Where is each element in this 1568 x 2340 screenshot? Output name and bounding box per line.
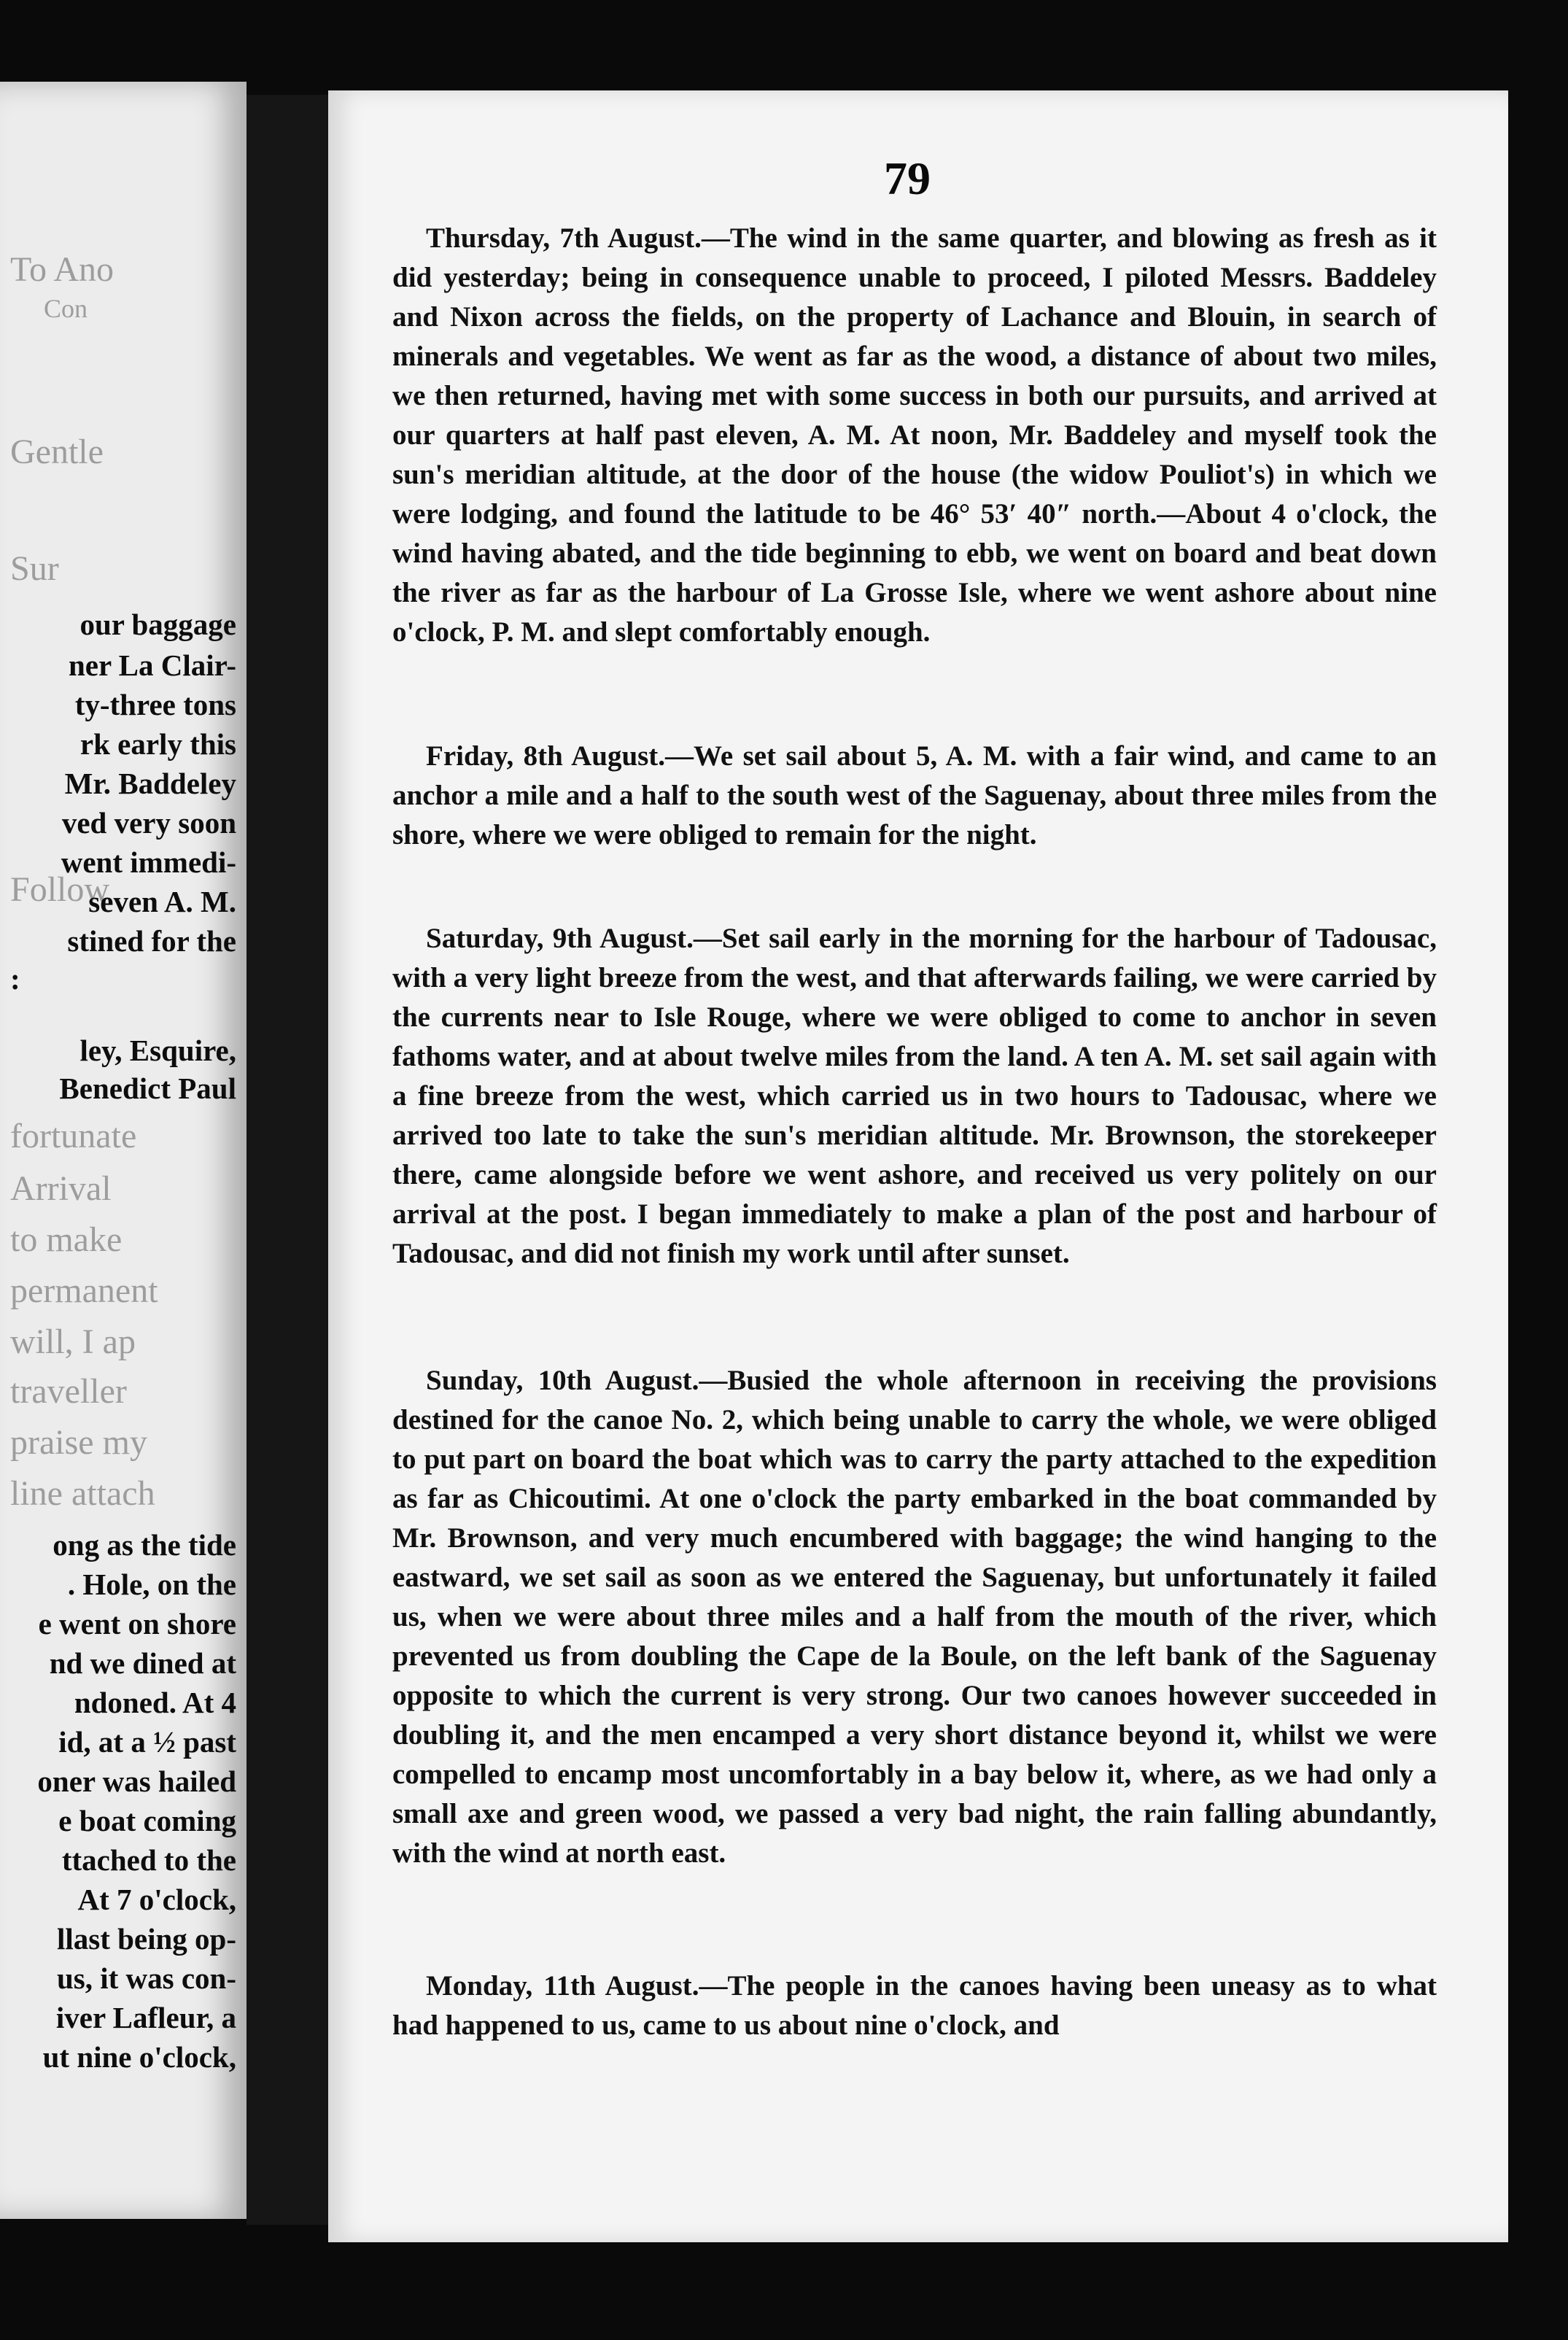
left-text-line: llast being op- bbox=[56, 1922, 236, 1956]
ghost-text: line attach bbox=[10, 1474, 155, 1513]
ghost-text: Sur bbox=[10, 549, 59, 588]
left-text-line: . Hole, on the bbox=[67, 1568, 236, 1601]
journal-entry-sunday: Sunday, 10th August.—Busied the whole afternoon in receiving the provisions destined for the canoe No. 2, which being unable to carry the whole, we were obliged to put part on board the boat which was to carry the party attached to the expedition as far as Chicoutimi. At one o'clock the party embarked in the boat commanded by Mr. Brownson, and very much encumbered with baggage; the wind hanging to the eastward, we set sail as soon as we entered the Saguenay, but unfortunately it failed us, when we were about three miles and a half from the mouth of the river, which prevented us from doubling the Cape de la Boule, on the left bank of the Saguenay opposite to which the current is very strong. Our two canoes however succeeded in doubling it, and the men encamped a very short distance beyond it, whilst we were compelled to encamp most uncomfortably in a bay below it, where, as we had only a small axe and green wood, we passed a very bad night, the rain falling abundantly, with the wind at north east. bbox=[392, 1365, 1437, 1869]
left-text-line: Benedict Paul bbox=[59, 1072, 236, 1105]
journal-entry-monday: Monday, 11th August.—The people in the canoes having been uneasy as to what had happened to us, came to us about nine o'clock, and bbox=[392, 1970, 1437, 2041]
left-text-line: seven A. M. bbox=[88, 885, 236, 918]
left-text-line: e went on shore bbox=[38, 1607, 236, 1640]
left-text-line: ndoned. At 4 bbox=[74, 1686, 236, 1719]
left-text-line: ner La Clair- bbox=[68, 648, 236, 682]
left-page bbox=[0, 82, 247, 2219]
left-text-line: iver Lafleur, a bbox=[55, 2001, 236, 2034]
journal-entry-friday: Friday, 8th August.—We set sail about 5, A. M. with a fair wind, and came to an anchor a mile and a half to the south west of the Saguenay, about three miles from the shore, where we were obliged to remain for the night. bbox=[392, 740, 1437, 851]
left-text-line: us, it was con- bbox=[56, 1961, 236, 1995]
left-text-line: ved very soon bbox=[61, 806, 236, 840]
page-number: 79 bbox=[884, 152, 931, 204]
left-text-line: At 7 o'clock, bbox=[77, 1883, 236, 1916]
ghost-text: praise my bbox=[10, 1423, 147, 1462]
left-text-line: ty-three tons bbox=[74, 688, 236, 721]
left-text-line: ley, Esquire, bbox=[79, 1034, 236, 1067]
book-gutter bbox=[247, 95, 341, 2225]
left-text-line: : bbox=[10, 962, 20, 996]
left-text-line: ong as the tide bbox=[53, 1528, 236, 1562]
left-text-line: nd we dined at bbox=[49, 1646, 236, 1680]
ghost-text: Follow bbox=[10, 870, 110, 909]
journal-entry-saturday: Saturday, 9th August.—Set sail early in the morning for the harbour of Tadousac, with a very light breeze from the west, and that afterwards failing, we were carried by the currents near to Isle Rouge, where we were obliged to come to anchor in seven fathoms water, and at about twelve miles from the land. A ten A. M. set sail again with a fine breeze from the west, which carried us in two hours to Tadousac, where we arrived too late to take the sun's meridian altitude. Mr. Brownson, the storekeeper there, came alongside before we went ashore, and received us very politely on our arrival at the post. I began immediately to make a plan of the post and harbour of Tadousac, and did not finish my work until after sunset. bbox=[392, 923, 1437, 1269]
left-text-line: id, at a ½ past bbox=[58, 1725, 236, 1759]
left-text-line: went immedi- bbox=[61, 845, 236, 879]
left-text-line: ttached to the bbox=[61, 1843, 236, 1877]
ghost-text: traveller bbox=[10, 1372, 127, 1411]
left-text-line: rk early this bbox=[79, 727, 236, 761]
ghost-text: To Ano bbox=[10, 250, 114, 289]
ghost-text: Con bbox=[44, 294, 88, 323]
ghost-text: Gentle bbox=[10, 433, 104, 471]
left-text-line: e boat coming bbox=[58, 1804, 236, 1837]
left-text-line: stined for the bbox=[67, 924, 236, 958]
left-text-line: Mr. Baddeley bbox=[64, 767, 236, 800]
ghost-text: permanent bbox=[10, 1271, 158, 1310]
ghost-text: Arrival bbox=[10, 1169, 112, 1208]
ghost-text: will, I ap bbox=[10, 1322, 136, 1361]
left-text-line: our baggage bbox=[79, 608, 236, 641]
ghost-text: to make bbox=[10, 1220, 123, 1259]
left-text-line: ut nine o'clock, bbox=[42, 2040, 236, 2074]
ghost-text: fortunate bbox=[10, 1117, 137, 1155]
left-text-line: oner was hailed bbox=[37, 1764, 236, 1798]
journal-entry-thursday: Thursday, 7th August.—The wind in the same quarter, and blowing as fresh as it did yesterday; being in consequence unable to proceed, I piloted Messrs. Baddeley and Nixon across the fields, on the property of Lachance and Blouin, in search of minerals and vegetables. We went as far as the wood, a distance of about two miles, we then returned, having met with some success in both our pursuits, and arrived at our quarters at half past eleven, A. M. At noon, Mr. Baddeley and myself took the sun's meridian altitude, at the door of the house (the widow Pouliot's) in which we were lodging, and found the latitude to be 46° 53′ 40″ north.—About 4 o'clock, the wind having abated, and the tide beginning to ebb, we went on board and beat down the river as far as the harbour of La Grosse Isle, where we went ashore about nine o'clock, P. M. and slept comfortably enough. bbox=[392, 222, 1437, 648]
